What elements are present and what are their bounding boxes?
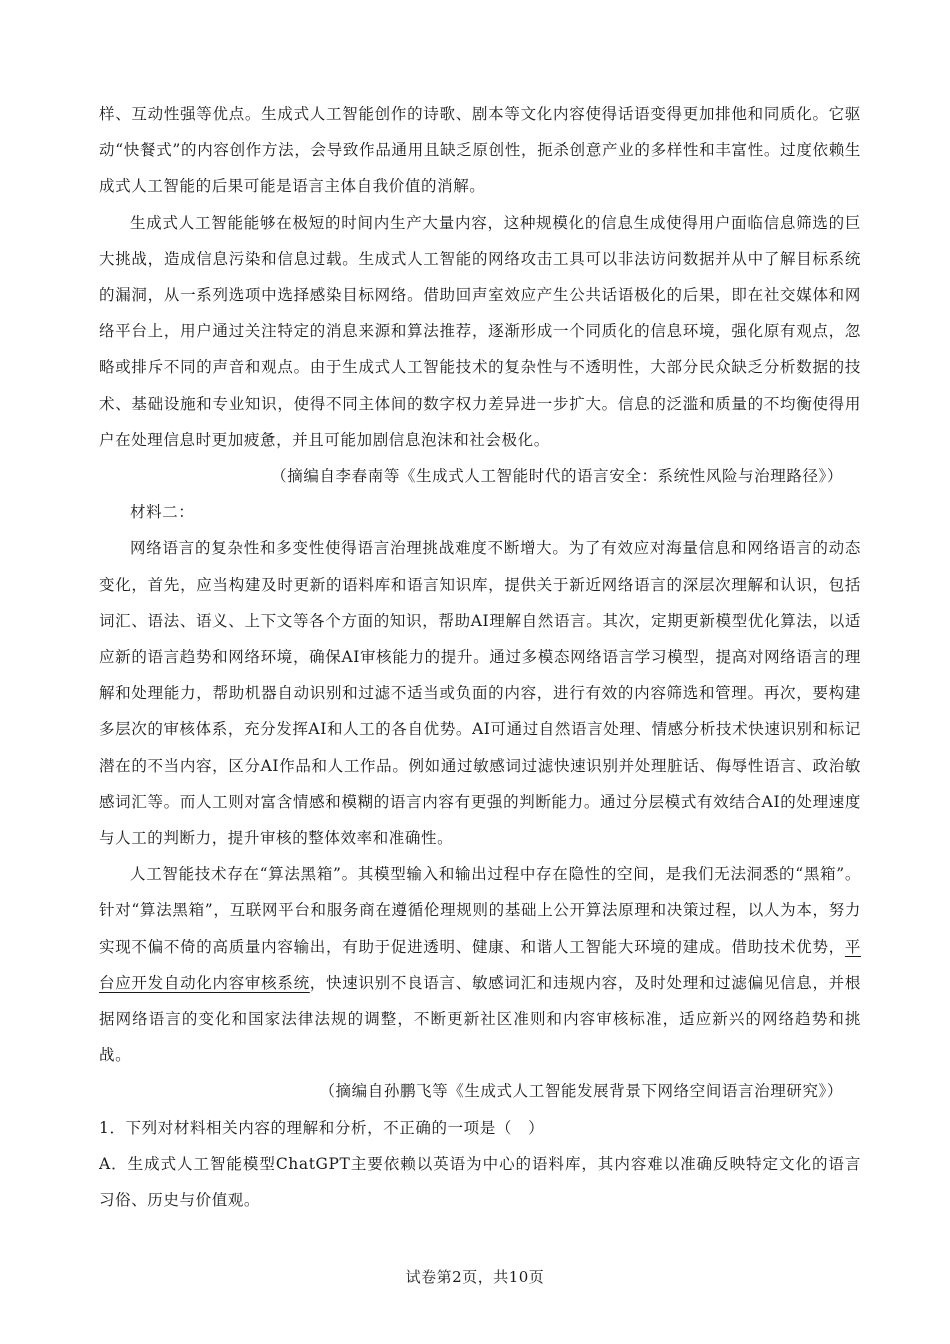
page-footer: 试卷第2页，共10页 (405, 1268, 545, 1286)
paragraph-text-before: 人工智能技术存在“算法黑箱”。其模型输入和输出过程中存在隐性的空间，是我们无法洞悉的“黑箱”。针对“算法黑箱”，互联网平台和服务商在遵循伦理规则的基础上公开算法原理和决策过程，以人为本，努力实现不偏不倚的高质量内容输出，有助于促进透明、健康、和谐人工智能大环境的建成。借助技术优势， (99, 865, 861, 956)
paragraph-algorithm-blackbox (99, 856, 861, 1073)
material-two-heading: 材料二： (130, 503, 195, 522)
question-option-a: A．生成式人工智能模型ChatGPT主要依赖以英语为中心的语料库，其内容难以准确反映特定文化的语言习俗、历史与价值观。 (99, 1154, 861, 1210)
source-citation-1: （摘编自李春南等《生成式人工智能时代的语言安全：系统性风险与治理路径》） (271, 467, 843, 486)
question-stem: 1．下列对材料相关内容的理解和分析，不正确的一项是（ ） (99, 1118, 545, 1137)
paragraph-governance: 网络语言的复杂性和多变性使得语言治理挑战难度不断增大。为了有效应对海量信息和网络语言的动态变化，首先，应当构建及时更新的语料库和语言知识库，提供关于新近网络语言的深层次理解和认识，包括词汇、语法、语义、上下文等各个方面的知识，帮助AI理解自然语言。其次，定期更新模型优化算法，以适应新的语言趋势和网络环境，确保AI审核能力的提升。通过多模态网络语言学习模型，提高对网络语言的理解和处理能力，帮助机器自动识别和过滤不适当或负面的内容，进行有效的内容筛选和管理。再次，要构建多层次的审核体系，充分发挥AI和人工的各自优势。AI可通过自然语言处理、情感分析技术快速识别和标记潜在的不当内容，区分AI作品和人工作品。例如通过敏感词过滤快速识别并处理脏话、侮辱性语言、政治敏感词汇等。而人工则对富含情感和模糊的语言内容有更强的判断能力。通过分层模式有效结合AI的处理速度与人工的判断力，提升审核的整体效率和准确性。 (99, 539, 861, 848)
paragraph-info-risks: 生成式人工智能能够在极短的时间内生产大量内容，这种规模化的信息生成使得用户面临信息筛选的巨大挑战，造成信息污染和信息过载。生成式人工智能的网络攻击工具可以非法访问数据并从中了解目标系统的漏洞，从一系列选项中选择感染目标网络。借助回声室效应产生公共话语极化的后果，即在社交媒体和网络平台上，用户通过关注特定的消息来源和算法推荐，逐渐形成一个同质化的信息环境，强化原有观点，忽略或排斥不同的声音和观点。由于生成式人工智能技术的复杂性与不透明性，大部分民众缺乏分析数据的技术、基础设施和专业知识，使得不同主体间的数字权力差异进一步扩大。信息的泛滥和质量的不均衡使得用户在处理信息时更加疲惫，并且可能加剧信息泡沫和社会极化。 (99, 213, 861, 449)
paragraph-text-after: ，快速识别不良语言、敏感词汇和违规内容，及时处理和过滤偏见信息，并根据网络语言的变化和国家法律法规的调整，不断更新社区准则和内容审核标准，适应新兴的网络趋势和挑战。 (99, 973, 861, 1065)
underlined-phrase: 平台应开发自动化内容审核系统 (99, 937, 861, 992)
source-citation-2: （摘编自孙鹏飞等《生成式人工智能发展背景下网络空间语言治理研究》） (319, 1082, 843, 1101)
paragraph-continued: 样、互动性强等优点。生成式人工智能创作的诗歌、剧本等文化内容使得话语变得更加排他和同质化。它驱动“快餐式”的内容创作方法，会导致作品通用且缺乏原创性，扼杀创意产业的多样性和丰富性。过度依赖生成式人工智能的后果可能是语言主体自我价值的消解。 (99, 105, 861, 196)
document-body (99, 96, 861, 1218)
